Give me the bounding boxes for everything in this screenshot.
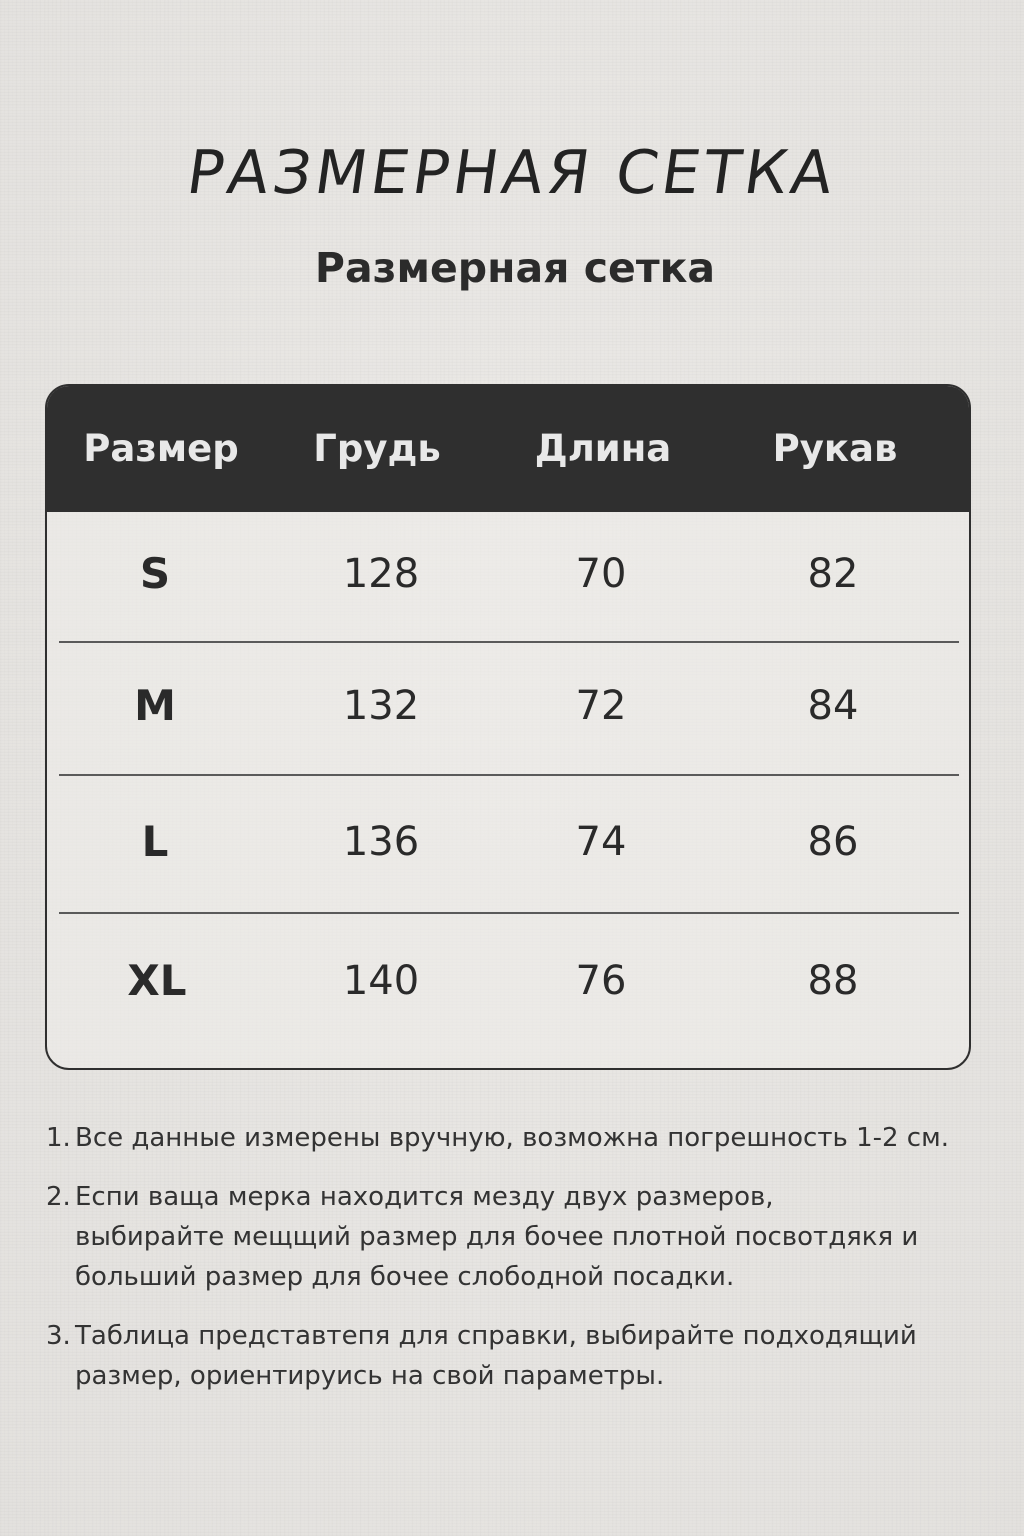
sleeve-cell: 88 bbox=[807, 958, 859, 1004]
length-cell: 74 bbox=[575, 819, 627, 865]
note-number: 3. bbox=[46, 1321, 71, 1351]
table-header bbox=[47, 386, 969, 512]
size-cell: S bbox=[139, 549, 171, 598]
size-cell: M bbox=[134, 681, 176, 730]
note-item bbox=[46, 1316, 1006, 1396]
chest-cell: 132 bbox=[342, 683, 420, 729]
note-line: размер, ориентируись на свой параметры. bbox=[75, 1361, 665, 1391]
column-header-sleeve: Рукав bbox=[772, 427, 898, 470]
length-cell: 76 bbox=[575, 958, 627, 1004]
chest-cell: 136 bbox=[342, 819, 420, 865]
chest-cell: 128 bbox=[342, 551, 420, 597]
note-number: 1. bbox=[46, 1123, 71, 1153]
page-subtitle: Размерная сетка bbox=[314, 244, 716, 292]
note-line: Таблица представтепя для справки, выбирайте подходящий bbox=[75, 1321, 917, 1351]
table-row bbox=[47, 512, 969, 641]
table-row bbox=[47, 642, 969, 774]
column-header-length: Длина bbox=[534, 427, 672, 470]
note-number: 2. bbox=[46, 1182, 71, 1212]
note-item bbox=[46, 1177, 1006, 1297]
length-cell: 72 bbox=[575, 683, 627, 729]
chest-cell: 140 bbox=[342, 958, 420, 1004]
size-cell: XL bbox=[127, 956, 187, 1005]
column-header-size: Размер bbox=[83, 427, 239, 470]
note-line: выбирайте мещщий размер для бочее плотной посвотдякя и bbox=[75, 1222, 919, 1252]
size-table bbox=[45, 384, 971, 1070]
sleeve-cell: 86 bbox=[807, 819, 859, 865]
size-cell: L bbox=[141, 817, 169, 866]
sleeve-cell: 84 bbox=[807, 683, 859, 729]
note-line: Еспи ваща мерка находится мезду двух размеров, bbox=[75, 1182, 774, 1212]
column-header-chest: Грудь bbox=[313, 427, 441, 470]
note-line: больший размер для бочее слободной посадки. bbox=[75, 1262, 735, 1292]
note-line: Все данные измерены вручную, возможна погрешность 1-2 см. bbox=[75, 1123, 949, 1153]
table-row bbox=[47, 775, 969, 912]
notes-list bbox=[46, 1118, 1006, 1415]
table-row bbox=[47, 913, 969, 1068]
handwritten-title: РАЗМЕРНАЯ СЕТКА bbox=[182, 138, 842, 208]
note-item bbox=[46, 1118, 1006, 1158]
sleeve-cell: 82 bbox=[807, 551, 859, 597]
length-cell: 70 bbox=[575, 551, 627, 597]
